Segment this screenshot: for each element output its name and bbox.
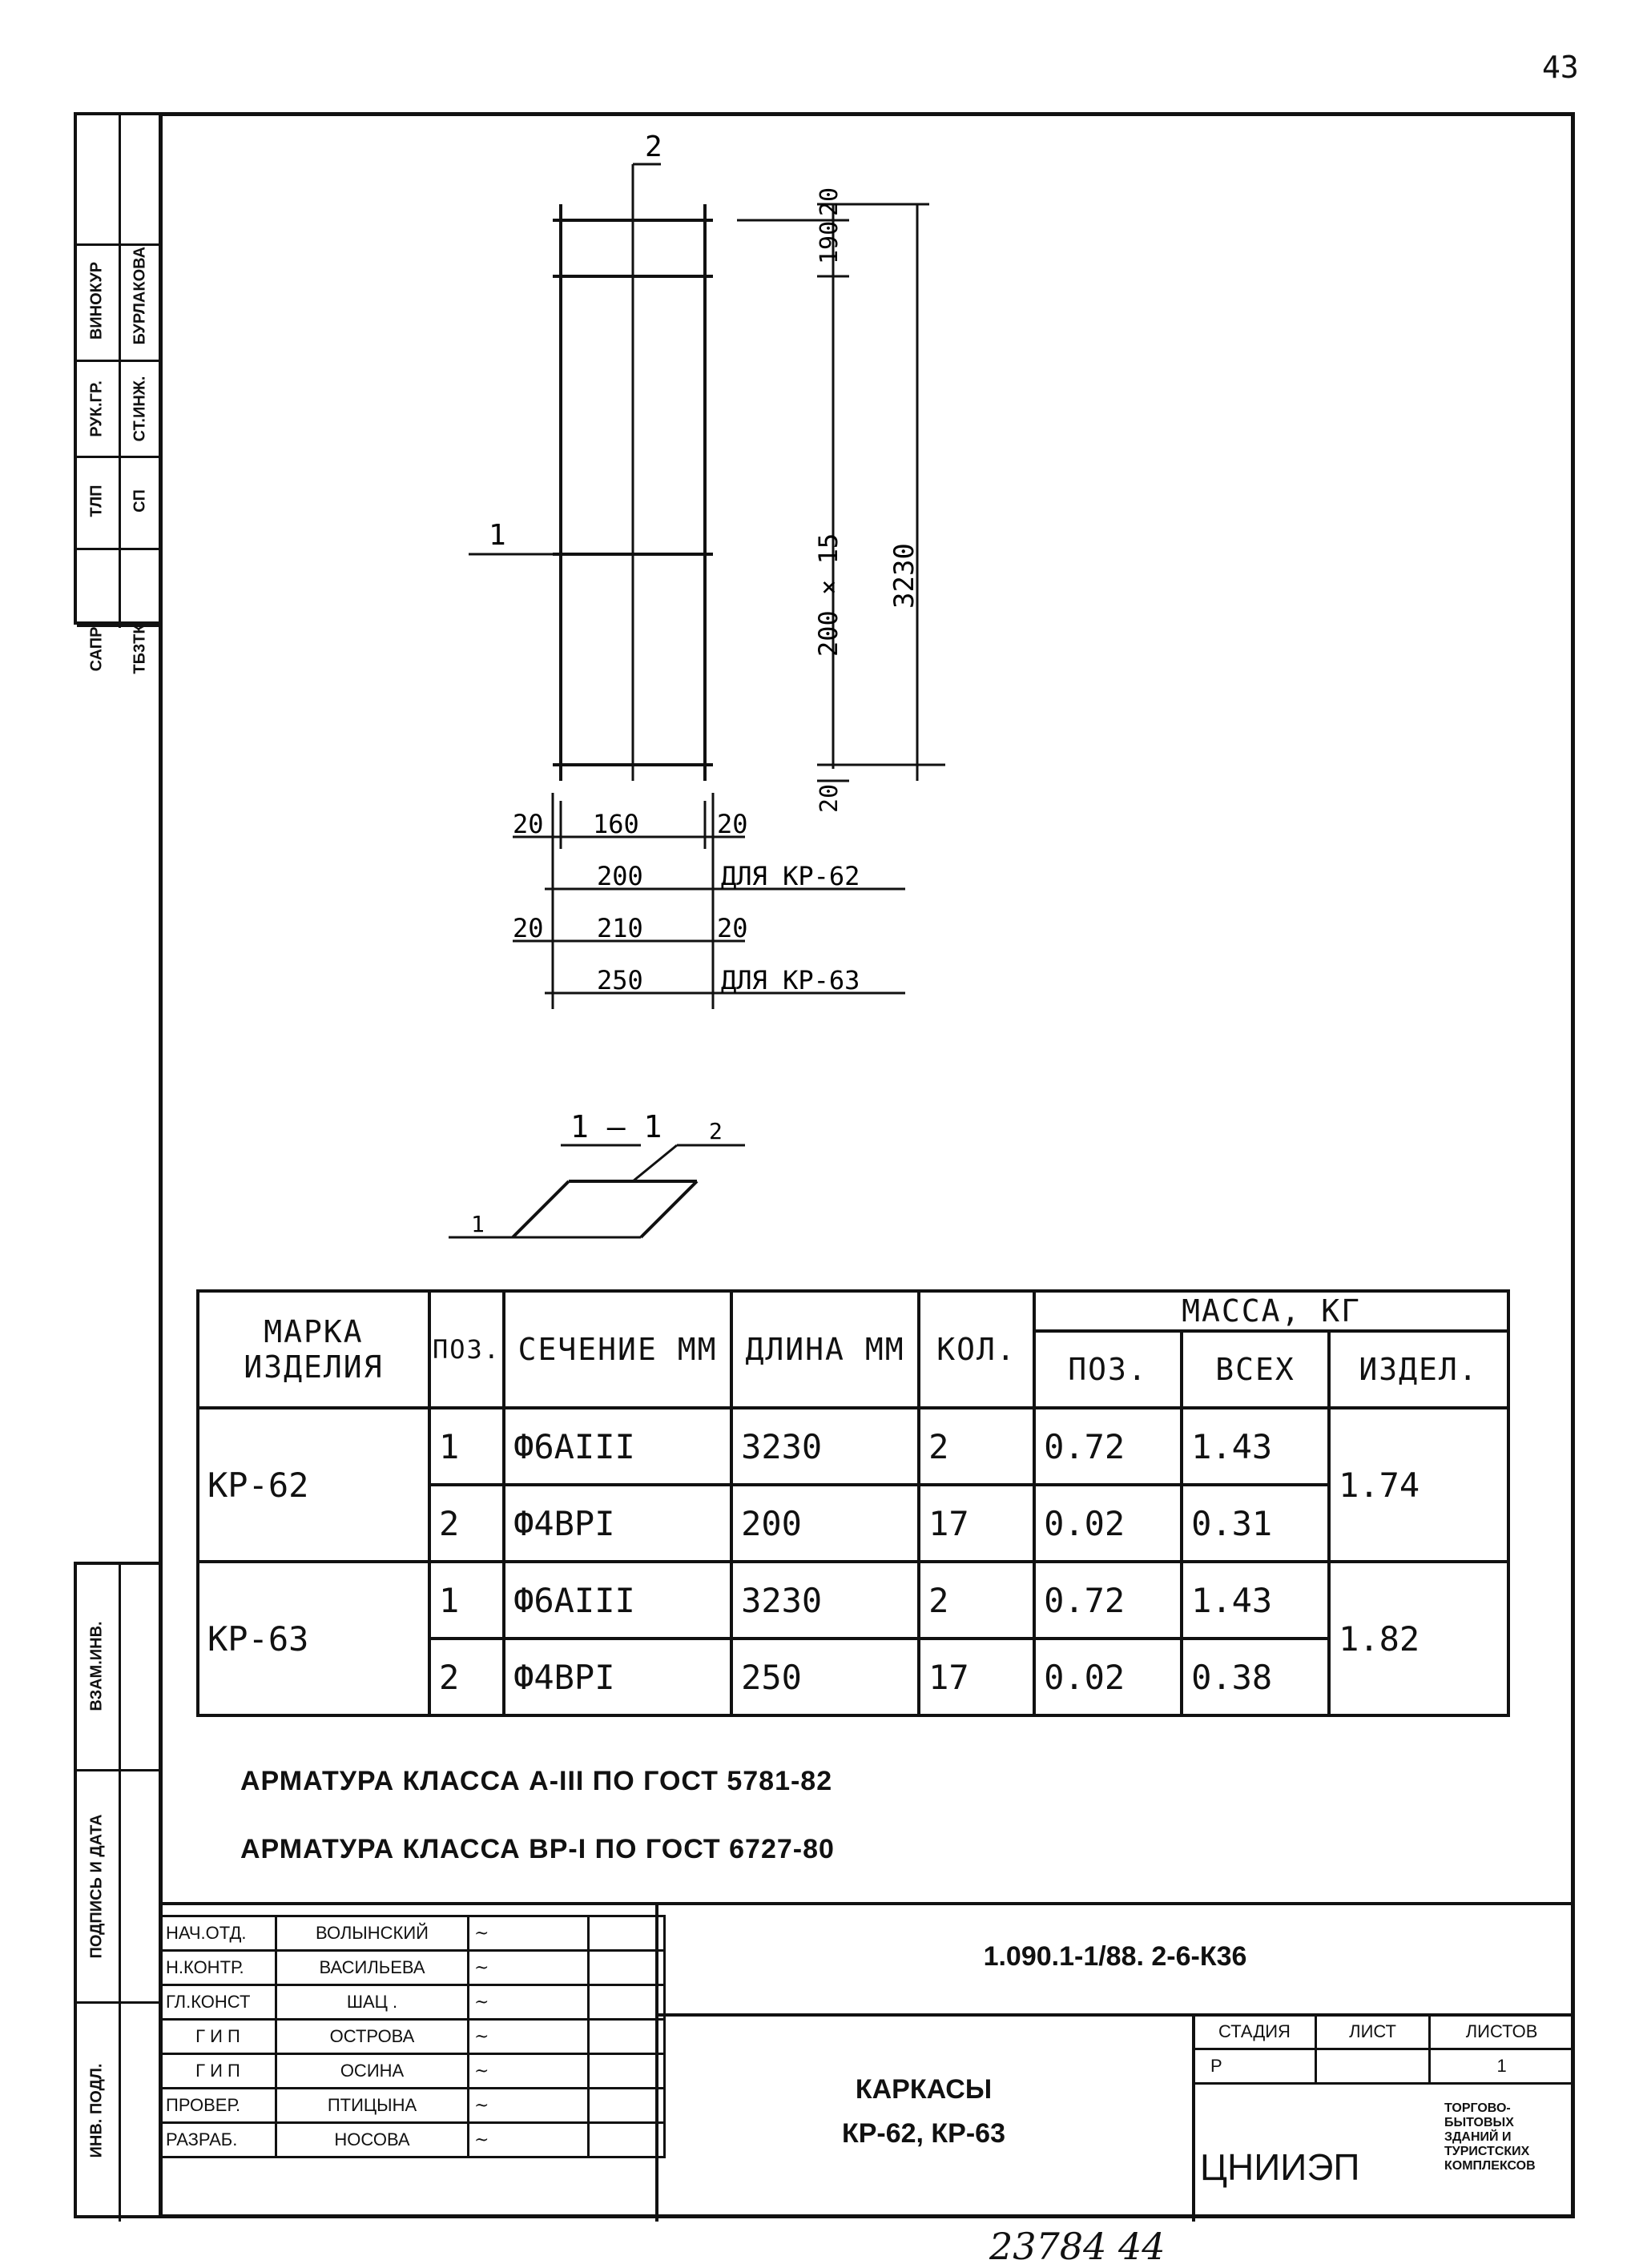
name-cell: ШАЦ .: [276, 1985, 469, 2020]
stage-table: [1192, 2013, 1575, 2085]
pos-cell: 1: [429, 1562, 504, 1639]
dim-bottom: 160: [593, 809, 639, 839]
length-cell: 3230: [731, 1562, 919, 1639]
title-block: [159, 1902, 1575, 2218]
drawing-title: КАРКАСЫ: [855, 2074, 993, 2105]
mass-all-cell: 1.43: [1182, 1408, 1329, 1485]
role-cell: ГЛ.КОНСТ: [160, 1985, 276, 2020]
date-cell: [589, 1951, 665, 1985]
section-cell: Ф4ВРI: [504, 1485, 731, 1562]
dim-190: 190: [815, 220, 844, 264]
qty-cell: 17: [919, 1485, 1034, 1562]
item-mass-cell: 1.82: [1329, 1562, 1508, 1715]
sheets-label: ЛИСТОВ: [1430, 2015, 1574, 2049]
side-label: ИНВ. ПОДЛ.: [87, 2063, 106, 2158]
dim-bottom: 250: [597, 965, 643, 995]
header-mass-all: ВСЕХ: [1182, 1331, 1329, 1408]
dim-bottom: 200: [597, 861, 643, 891]
sheet-number: 43: [1542, 50, 1579, 85]
signature-cell: ~: [469, 1985, 589, 2020]
mass-all-cell: 1.43: [1182, 1562, 1329, 1639]
mass-all-cell: 0.38: [1182, 1639, 1329, 1715]
role-cell: НАЧ.ОТД.: [160, 1916, 276, 1951]
header-mass-pos: ПОЗ.: [1034, 1331, 1182, 1408]
role-cell: Г И П: [160, 2020, 276, 2054]
mass-pos-cell: 0.02: [1034, 1639, 1182, 1715]
dim-label: ДЛЯ КР-62: [721, 861, 860, 891]
date-cell: [589, 1985, 665, 2020]
signature-cell: ~: [469, 1916, 589, 1951]
dim-20-top: 20: [815, 187, 844, 216]
signature-table: [159, 1915, 666, 2158]
dim-bottom: 20: [717, 809, 748, 839]
stamp-label: САПР: [87, 626, 106, 672]
note: АРМАТУРА КЛАССА ВР-I ПО ГОСТ 6727-80: [240, 1834, 835, 1864]
role-cell: Н.КОНТР.: [160, 1951, 276, 1985]
length-cell: 3230: [731, 1408, 919, 1485]
header-length: ДЛИНА ММ: [731, 1291, 919, 1408]
side-label: ПОДПИСЬ И ДАТА: [87, 1814, 106, 1959]
date-cell: [589, 1916, 665, 1951]
stamp-label: ВИНОКУР: [87, 261, 106, 340]
qty-cell: 2: [919, 1408, 1034, 1485]
pos-cell: 1: [429, 1408, 504, 1485]
stage-value: Р: [1194, 2049, 1316, 2084]
header-section: СЕЧЕНИЕ ММ: [504, 1291, 731, 1408]
name-cell: ВАСИЛЬЕВА: [276, 1951, 469, 1985]
document-code: 1.090.1-1/88. 2-6-К36: [983, 1941, 1247, 1972]
header-mass-item: ИЗДЕЛ.: [1329, 1331, 1508, 1408]
name-cell: ВОЛЫНСКИЙ: [276, 1916, 469, 1951]
item-mass-cell: 1.74: [1329, 1408, 1508, 1562]
section-cell: Ф4ВРI: [504, 1639, 731, 1715]
dim-3230: 3230: [888, 543, 920, 609]
callout-2: 2: [645, 131, 662, 163]
stamp-label: ТБ3ТК: [131, 624, 149, 674]
pos-cell: 2: [429, 1485, 504, 1562]
date-cell: [589, 2089, 665, 2123]
callout-1: 1: [489, 519, 506, 552]
mark-cell: КР-62: [198, 1408, 429, 1562]
signature-cell: ~: [469, 2054, 589, 2089]
sheets-value: 1: [1430, 2049, 1574, 2084]
stamp-label: РУК.ГР.: [87, 380, 106, 437]
dim-bottom: 210: [597, 913, 643, 943]
name-cell: ОСТРОВА: [276, 2020, 469, 2054]
stamp-label: СП: [131, 489, 149, 513]
qty-cell: 2: [919, 1562, 1034, 1639]
signature-cell: ~: [469, 2089, 589, 2123]
left-side-stamp: [74, 1562, 159, 2218]
footer-number: 23784 44: [989, 2225, 1166, 2268]
qty-cell: 17: [919, 1639, 1034, 1715]
role-cell: ПРОВЕР.: [160, 2089, 276, 2123]
section-callout-1: 1: [471, 1211, 485, 1237]
dim-bottom: 20: [513, 913, 544, 943]
organization-subtitle: ТОРГОВО- БЫТОВЫХ ЗДАНИЙ И ТУРИСТСКИХ КОМПЛЕКСОВ: [1444, 2101, 1536, 2173]
name-cell: ОСИНА: [276, 2054, 469, 2089]
name-cell: ПТИЦЫНА: [276, 2089, 469, 2123]
signature-cell: ~: [469, 2123, 589, 2157]
side-label: ВЗАМ.ИНВ.: [87, 1621, 106, 1711]
name-cell: НОСОВА: [276, 2123, 469, 2157]
mark-cell: КР-63: [198, 1562, 429, 1715]
note: АРМАТУРА КЛАССА А-III ПО ГОСТ 5781-82: [240, 1766, 833, 1796]
drawing-subtitle: КР-62, КР-63: [841, 2118, 1006, 2149]
section-title: 1 — 1: [570, 1109, 662, 1144]
mass-pos-cell: 0.02: [1034, 1485, 1182, 1562]
mass-pos-cell: 0.72: [1034, 1562, 1182, 1639]
header-qty: КОЛ.: [919, 1291, 1034, 1408]
header-mass: МАССА, КГ: [1034, 1291, 1508, 1331]
stamp-label: ТЛП: [87, 485, 106, 517]
dim-20-bottom: 20: [815, 783, 844, 813]
dim-200x15: 200 × 15: [813, 533, 844, 657]
organization-name: ЦНИИЭП: [1200, 2146, 1360, 2188]
stamp-label: СТ.ИНЖ.: [131, 376, 149, 442]
sheet-label: ЛИСТ: [1315, 2015, 1429, 2049]
signature-cell: ~: [469, 1951, 589, 1985]
pos-cell: 2: [429, 1639, 504, 1715]
section-callout-2: 2: [709, 1118, 723, 1144]
header-pos: ПОЗ.: [429, 1291, 504, 1408]
specification-table: [196, 1289, 1510, 1717]
section-cell: Ф6АIII: [504, 1562, 731, 1639]
role-cell: Г И П: [160, 2054, 276, 2089]
dim-label: ДЛЯ КР-63: [721, 965, 860, 995]
dim-bottom: 20: [513, 809, 544, 839]
stamp-label: БУРЛАКОВА: [131, 246, 149, 345]
length-cell: 200: [731, 1485, 919, 1562]
header-mark: МАРКА ИЗДЕЛИЯ: [198, 1291, 429, 1408]
sheet-value: [1315, 2049, 1429, 2084]
dim-bottom: 20: [717, 913, 748, 943]
signature-cell: ~: [469, 2020, 589, 2054]
date-cell: [589, 2123, 665, 2157]
stage-label: СТАДИЯ: [1194, 2015, 1316, 2049]
length-cell: 250: [731, 1639, 919, 1715]
mass-pos-cell: 0.72: [1034, 1408, 1182, 1485]
date-cell: [589, 2054, 665, 2089]
role-cell: РАЗРАБ.: [160, 2123, 276, 2157]
mass-all-cell: 0.31: [1182, 1485, 1329, 1562]
date-cell: [589, 2020, 665, 2054]
section-cell: Ф6АIII: [504, 1408, 731, 1485]
